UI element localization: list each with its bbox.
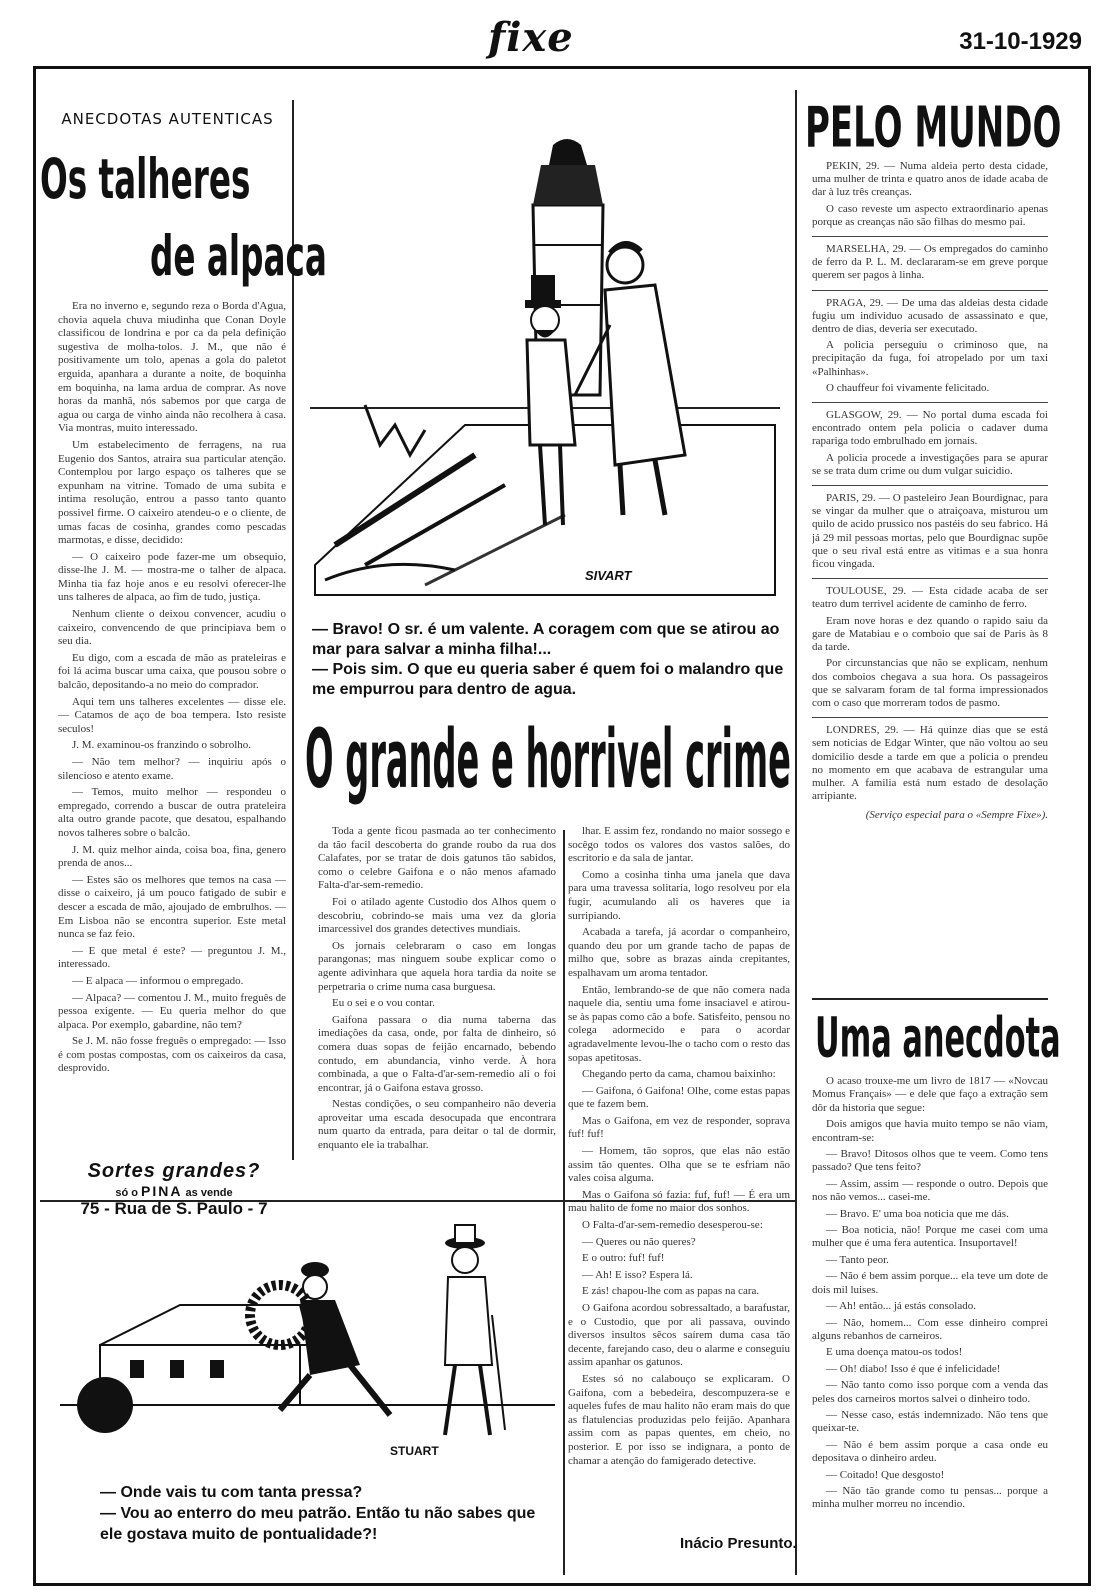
crime-paragraph: O Falta-d'ar-sem-remedio desesperou-se: (582, 1219, 763, 1232)
cartoon2-caption (100, 1482, 555, 1545)
anecdote-paragraph: — Não, homem... Com esse dinheiro comprei alguns rebanhos de carneiros. (812, 1316, 1048, 1342)
pelo-mundo-title: PELO MUNDO (805, 94, 1062, 160)
anecdote-paragraph: — Nesse caso, estás indemnizado. Não tens que queixar-te. (812, 1408, 1048, 1435)
crime-paragraph: Mas o Gaifona só fazia: fuf, fuf! — É era um mau halito de fome no maior dos sonhos. (568, 1188, 790, 1215)
crime-paragraph: Nestas condições, o seu companheiro não deveria aproveitar uma escada desocupada que encontrara num quarto da entrada, para deitar o tal de dormir, enquanto ele ia trabalhar. (318, 1098, 556, 1152)
crime-paragraph: Foi o atilado agente Custodio dos Alhos quem o descobriu, cobrindo-se mais uma vez da gloria imarcessivel dos grandes detectives mundiais. (318, 895, 556, 936)
anecdote-body (812, 1075, 1048, 1565)
cartoon1-caption (312, 620, 790, 700)
crime-paragraph: Como a cosinha tinha uma janela que dava para uma travessa solitaria, logo resolveu por ela fugir, acumulando ali os haveres que ia surripiando. (568, 868, 790, 922)
anecdote-paragraph: Dois amigos que havia muito tempo se não viam, encontram-se: (812, 1118, 1048, 1144)
news-item (812, 297, 1048, 403)
news-paragraph: PEKIN, 29. — Numa aldeia perto desta cidade, uma mulher de trinta e quatro anos de idade acaba de dar à luz três creanças. (812, 160, 1048, 199)
crime-headline: O grande e horrivel crime (305, 712, 791, 808)
news-item (812, 724, 1048, 803)
crime-paragraph: — Gaifona, ó Gaifona! Olhe, come estas papas que te fazem bem. (568, 1084, 790, 1111)
anecdote-paragraph: — Boa noticia, não! Porque me casei com uma mulher que é uma fera autentica. Insuportavel! (812, 1224, 1048, 1250)
lighthouse-cartoon-drawing (305, 125, 785, 605)
left-paragraph: Nenhum cliente o deixou convencer, acudiu o caixeiro, convencendo de que principiava bem o seu dia. (58, 608, 286, 648)
news-paragraph: LONDRES, 29. — Há quinze dias que se está sem noticias de Edgar Winter, que não voltou ao seu domicilio desde a tarde em que a policia o prendeu no momento em que acabava de estrangular uma mulher. A familia está num estado de desolação arripiante. (812, 724, 1048, 803)
crime-paragraph: O Gaifona acordou sobressaltado, a barafustar, e o Custodio, que por ali passava, ouvindo diversos insultos sêcos saírem duma casa tão decente, farejando caso, deu o alarme e conseguiu assim apanhar os gatunos. (568, 1302, 790, 1369)
crime-paragraph: E o outro: fuf! fuf! (582, 1252, 665, 1265)
left-paragraph: J. M. quiz melhor ainda, coisa boa, fina, genero prenda de anos... (58, 843, 286, 870)
left-paragraph: Eu digo, com a escada de mão as prateleiras e foi lá acima buscar uma caixa, que pousou sobre o balcão, depositando-a no meio do comprador. (58, 651, 286, 692)
left-paragraph: Se J. M. não fosse freguês o empregado: — Isso é com postas compostas, com os caixeiros da casa, desprovido. (58, 1035, 286, 1075)
anecdote-paragraph: — Bravo! Ditosos olhos que te veem. Como tens passado? Que tens feito? (812, 1148, 1048, 1174)
cartoon2-signature: STUART (390, 1444, 439, 1458)
anecdote-paragraph: — Coitado! Que desgosto! (826, 1468, 945, 1481)
left-article-body (58, 300, 286, 1145)
left-paragraph: Aqui tem uns talheres excelentes — disse ele. — Catamos de aço de boa tempera. Isto resiste seculos! (58, 695, 286, 735)
news-item (812, 409, 1048, 486)
crime-paragraph: Mas o Gaifona, em vez de responder, soprava fuf! fuf! (568, 1114, 790, 1141)
news-paragraph: MARSELHA, 29. — Os empregados do caminho de ferro da P. L. M. declararam-se em greve porque querem ser pagos à linha. (812, 243, 1048, 282)
anecdote-paragraph: — Ah! então... já estás consolado. (826, 1300, 976, 1313)
crime-paragraph: Acabada a tarefa, já acordar o companheiro, quando deu por um grande tacho de papas de milho que, sobre as brazas ainda crepitantes, espalhavam um aroma tentador. (568, 926, 790, 979)
anecdote-paragraph: — Não é bem assim porque... ela teve um dote de dois mil luises. (812, 1270, 1048, 1296)
left-article-title-line1: Os talheres (40, 147, 251, 212)
news-paragraph: GLASGOW, 29. — No portal duma escada foi encontrado ontem pela policia o cadaver duma rapariga todo embrulhado em jornais. (812, 409, 1048, 448)
news-paragraph: Por circunstancias que não se explicam, nenhum dos comboios chegava a sua hora. Os passageiros que se salvaram foram de tal forma impressionados com o caso que morreram todos de pasmo. (812, 657, 1048, 709)
anecdote-paragraph: — Não tanto como isso porque com a venda das peles dos carneiros mortos salvei o dinheiro todo. (812, 1379, 1048, 1405)
ad-text-post: as vende (185, 1187, 233, 1199)
crime-paragraph: — Ah! E isso? Espera lá. (582, 1268, 693, 1281)
news-paragraph: A policia perseguiu o criminoso que, na precipitação da fuga, foi atropelado por um taxi «Palhinhas». (812, 339, 1048, 378)
left-paragraph: Era no inverno e, segundo reza o Borda d'Agua, chovia aquela chuva miudinha que Conan Doyle classificou de londrina e por ca da pela definição sugestiva de molha-tolos. J. M., que não é positivamente um tolo, apenas a gola do paletot erguida, apanhara a durante a noite, de boquinha em boquinha, na lama ardua de comprar. As nove horas da manhã, nós sabemos por que carga de agua ou carga de vinho ainda não recolhera à casa. Via montras, muito interessado. (58, 300, 286, 435)
left-article-kicker: ANECDOTAS AUTENTICAS (61, 110, 274, 128)
ad-address: 75 - Rua de S. Paulo - 7 (80, 1199, 268, 1218)
lighthouse-cartoon (305, 125, 785, 605)
news-item (812, 243, 1048, 291)
crime-paragraph: Chegando perto da cama, chamou baixinho: (582, 1068, 776, 1081)
news-paragraph: O chauffeur foi vivamente felicitado. (826, 381, 990, 394)
anecdote-paragraph: E uma doença matou-os todos! (826, 1346, 963, 1359)
anecdote-paragraph: — Oh! diabo! Isso é que é infelicidade! (826, 1362, 1001, 1375)
pelo-mundo-body (812, 160, 1048, 985)
anecdote-top-rule (812, 998, 1048, 1000)
left-article-title-line2: de alpaca (150, 224, 327, 289)
crime-paragraph: E zás! chapou-lhe com as papas na cara. (582, 1285, 760, 1298)
crime-paragraph: Eu o sei e o vou contar. (332, 997, 435, 1010)
crime-paragraph: — Homem, tão sopros, que elas não estão assim tão quentes. Olha que se te esfriam não vales coisa alguma. (568, 1145, 790, 1185)
news-paragraph: O caso reveste um aspecto extraordinario apenas porque as creanças não são filhas do mesmo pai. (812, 202, 1048, 228)
crime-paragraph: Então, lembrando-se de que não comera nada naquele dia, sentiu uma fome insaciavel e atirou-se às papas como cão a bofe. Satisfeito, pensou no colega adormecido e para o acordar agradavelmente levou-lhe o tacho com o resto das sopas apetitosas. (568, 983, 790, 1064)
cartoon2-caption-line2: — Vou ao enterro do meu patrão. Então tu não sabes que ele gostava muito de pontualidade?! (100, 1505, 536, 1543)
column-divider-right (795, 90, 797, 1575)
masthead-logo: fixe (488, 14, 574, 61)
crime-paragraph: lhar. E assim fez, rondando no maior sossego e socêgo todos os valores dos vastos salões, do escritorio e da sala de jantar. (568, 825, 790, 865)
left-paragraph: Um estabelecimento de ferragens, na rua Eugenio dos Santos, atraira sua particular atenção. Contemplou por largo espaço os talheres que se expunham na vitrine. Tomado de uma subita e intima resolução, entrou a passo tanto quanto possivel firme. O caixeiro atendeu-o e o cliente, de umas facas de cosinha, grandes como pescadas marmotas, e disse, decidido: (58, 438, 286, 547)
left-paragraph: — Não tem melhor? — inquiriu após o silencioso e atento exame. (58, 756, 286, 782)
news-paragraph: PARIS, 29. — O pasteleiro Jean Bourdignac, para se vingar da mulher que o atraiçoava, misturou um quilo de acido prussico nos pastéis do seu fabrico. Há já 29 mil pessoas mortas, pelo que Bourdignac supõe que o seu rival está entre as vitimas e a sua honra ficou vingada. (812, 492, 1048, 571)
crime-column-2 (568, 825, 790, 1515)
news-item (812, 585, 1048, 718)
crime-paragraph: Os jornais celebraram o caso em longas parangonas; mas ninguem soube explicar como o agente adivinhara que aquela hora tardia da noite se perpetraria o crime numa casa burguesa. (318, 939, 556, 993)
issue-date: 31-10-1929 (959, 28, 1082, 55)
funeral-cartoon (60, 1215, 555, 1470)
left-paragraph: — E alpaca — informou o empregado. (72, 974, 244, 987)
cartoon1-caption-line2: — Pois sim. O que eu queria saber é quem foi o malandro que me empurrou para dentro de agua. (312, 661, 784, 698)
cartoon1-signature: SIVART (585, 568, 632, 583)
left-paragraph: — Alpaca? — comentou J. M., muito freguês de pessoa exigente. — Eu queria melhor do que alpaca. Por exemplo, gabardine, não tem? (58, 991, 286, 1031)
anecdote-paragraph: — Bravo. E' uma boa noticia que me dás. (826, 1207, 1009, 1220)
anecdote-paragraph: — Assim, assim — responde o outro. Depois que nos não vemos... casei-me. (812, 1177, 1048, 1204)
crime-paragraph: Toda a gente ficou pasmada ao ter conhecimento da tão facil descoberta do grande roubo da rua dos Calafates, por se tratar de dois gatunos tão sabidos, como o celebre Gaifona e o não menos afamado Falta-d'ar-sem-remedio. (318, 825, 556, 892)
left-paragraph: — O caixeiro pode fazer-me um obsequio, disse-lhe J. M. — mostra-me o talher de alpaca. Minha tia faz hoje anos e eu resolvi oferecer-lhe uns talheres de alpaca, ao fim de tudo, justiça. (58, 550, 286, 604)
news-item (812, 160, 1048, 237)
crime-paragraph: Estes só no calabouço se explicaram. O Gaifona, com a bebedeira, descompuzera-se e aqueles fufes de mau halito não eram mais do que as flatulencias produzidas pelo feijão. Apanhara assim com as papas quentes, em cheio, no posterior. E por isso se indignara, a ponto de chamar a atenção do famigerado detective. (568, 1372, 790, 1467)
cartoon2-caption-line1: — Onde vais tu com tanta pressa? (100, 1484, 363, 1501)
crime-byline: Inácio Presunto. (680, 1535, 797, 1552)
crime-column-divider (563, 830, 565, 1575)
funeral-cartoon-drawing (60, 1215, 555, 1470)
left-paragraph: — Temos, muito melhor — respondeu o empregado, correndo a buscar de outra prateleira alta outro grande pacote, que desatou, espalhando novos talheres sobre o balcão. (58, 786, 286, 839)
left-paragraph: — Estes são os melhores que temos na casa — disse o caixeiro, já um pouco fatigado de subir e descer a escada de mão, ajoujado de embrulhos. — Em Lisboa não se encontra superior. Este metal nunca se faz feio. (58, 873, 286, 941)
ad-vendor-name: PINA (141, 1183, 183, 1199)
left-paragraph: J. M. examinou-os franzindo o sobrolho. (72, 739, 252, 752)
crime-paragraph: Gaifona passara o dia numa taberna das imediações da casa, onde, por falta de dinheiro, só comera duas sopas de feijão encarnado, bebendo contudo, em abundancia, vinho verde. À hora combinada, a que o Falta-d'ar-sem-remedio ali o foi encontrar, já o Gaifona estava grosso. (318, 1013, 556, 1094)
cartoon1-caption-line1: — Bravo! O sr. é um valente. A coragem com que se atirou ao mar para salvar a minha filha!... (312, 621, 780, 658)
ad-text-pre: só o (115, 1187, 138, 1199)
anecdote-paragraph: O acaso trouxe-me um livro de 1817 — «Novcau Momus Français» — e dele que faço a extração sem dôr da historia que segue: (812, 1075, 1048, 1114)
left-paragraph: — E que metal é este? — preguntou J. M., interessado. (58, 944, 286, 971)
crime-column-1 (318, 825, 556, 1220)
news-paragraph: TOULOUSE, 29. — Esta cidade acaba de ser teatro dum terrivel acidente de caminho de ferro. (812, 585, 1048, 611)
anecdote-title: Uma anecdota (815, 1005, 1061, 1070)
news-item (812, 492, 1048, 579)
anecdote-paragraph: — Não é bem assim porque a casa onde eu depositava o dinheiro ardeu. (812, 1438, 1048, 1465)
news-paragraph: Eram nove horas e dez quando o rapido saiu da gare de Matabiau e o comboio que sai de Paris às 8 da tarde. (812, 614, 1048, 654)
news-paragraph: A policia procede a investigações para se apurar se se trata dum crime ou dum vulgar suicidio. (812, 451, 1048, 477)
news-credit: (Serviço especial para o «Sempre Fixe»). (865, 809, 1048, 822)
anecdote-paragraph: — Tanto peor. (826, 1253, 889, 1266)
crime-paragraph: — Queres ou não queres? (582, 1235, 696, 1248)
anecdote-paragraph: — Não tão grande como tu pensas... porque a minha mulher morreu no incendio. (812, 1484, 1048, 1511)
ad-headline: Sortes grandes? (87, 1160, 261, 1182)
pina-advertisement (58, 1160, 290, 1219)
news-paragraph: PRAGA, 29. — De uma das aldeias desta cidade fugiu um individuo acusado de assassinato e que, dentro de dias, deveria ser executado. (812, 296, 1048, 336)
